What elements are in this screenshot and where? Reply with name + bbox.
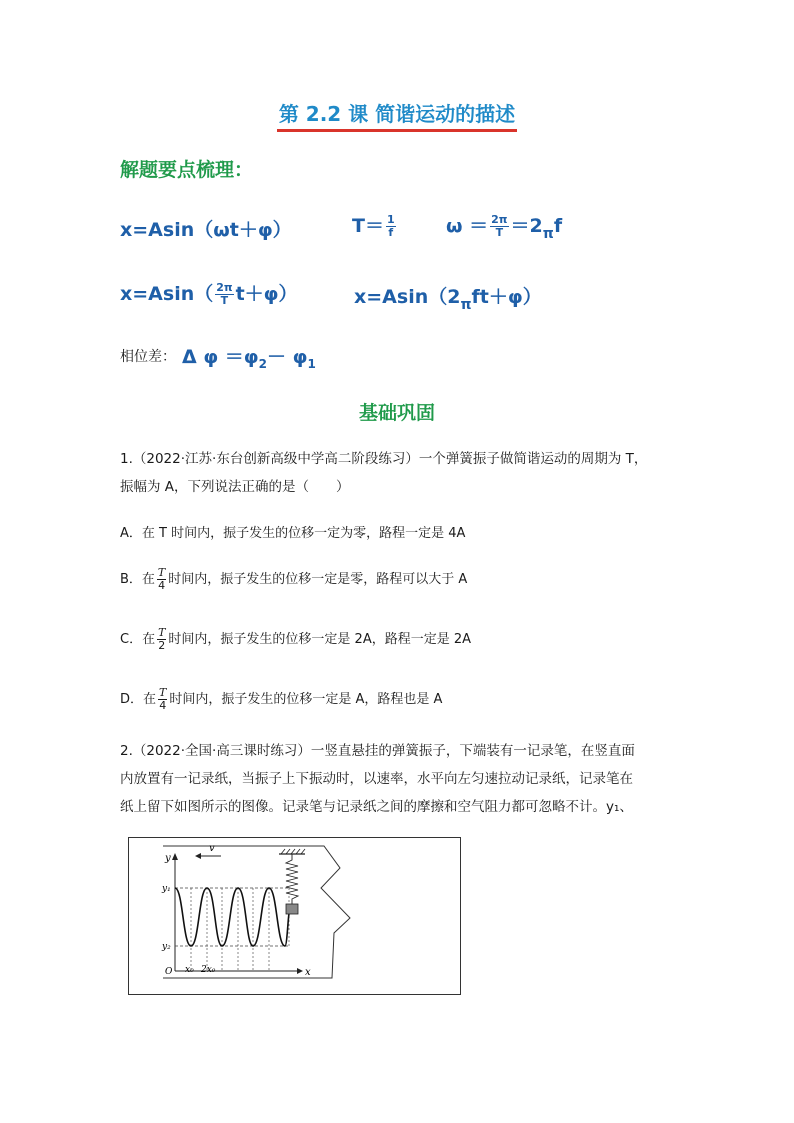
spring [286, 854, 298, 904]
option-d-fraction: $\frac{T}{4}$ [159, 686, 167, 712]
two-pi-over-t-fraction: $\frac{2\pi}{T}$ [216, 281, 233, 307]
x-axis-arrow [297, 968, 303, 974]
formula-displacement-frequency: $x=Asin(2_\pi ft+\varphi)$ [354, 286, 542, 313]
page-title-text: 第 2.2 课 简谐运动的描述 [277, 98, 517, 132]
oscillation-figure [128, 837, 461, 995]
period-fraction: $\frac{1}{f}$ [386, 213, 395, 239]
formula-period: T＝ $\frac{1}{f}$ [352, 213, 395, 239]
mass-block [286, 904, 298, 914]
oscillation-diagram [129, 838, 460, 994]
option-c-fraction: $\frac{T}{2}$ [158, 626, 166, 652]
phase-difference-formula: Δ $\varphi =\varphi_2- \varphi_1$ [182, 346, 316, 371]
formula-displacement-period: x=Asin（ $\frac{2\pi}{T}$ t＋φ） [120, 281, 298, 307]
y-axis-label: y [165, 853, 171, 864]
y-axis-arrow [172, 853, 178, 860]
question-1-line-1: 1.（2022·江苏·东台创新高级中学高二阶段练习）一个弹簧振子做简谐运动的周期为 T， [120, 451, 648, 467]
phase-difference-label: 相位差： [120, 349, 176, 365]
x-axis-label: x [305, 967, 311, 978]
y2-label: y₂ [162, 942, 171, 952]
y1-label: y₁ [162, 884, 171, 894]
question-1-option-d: D．在 $\frac{T}{4}$ 时间内，振子发生的位移一定是 A，路程也是 A [120, 686, 443, 712]
question-2-line-3: 纸上留下如图所示的图像。记录笔与记录纸之间的摩擦和空气阻力都可忽略不计。y₁、 [120, 799, 633, 815]
oscillation-wave [175, 888, 289, 946]
page-title [0, 98, 794, 132]
formula-displacement: x=Asin（ωt＋φ） [120, 219, 292, 241]
question-2-line-2: 内放置有一记录纸，当振子上下振动时，以速率，水平向左匀速拉动记录纸，记录笔在 [120, 771, 633, 787]
question-1-option-b: B．在 $\frac{T}{4}$ 时间内，振子发生的位移一定是零，路程可以大于 A [120, 566, 468, 592]
question-2-line-1: 2.（2022·全国·高三课时练习）一竖直悬挂的弹簧振子，下端装有一记录笔，在竖直面 [120, 743, 635, 759]
x0-label: x₀ [185, 965, 194, 975]
section-heading: 基础巩固 [358, 402, 435, 424]
velocity-arrow-head [195, 853, 201, 859]
question-1-option-c: C．在 $\frac{T}{2}$ 时间内，振子发生的位移一定是 2A，路程一定是 2A [120, 626, 472, 652]
ceiling-hatch [281, 849, 305, 854]
key-points-heading: 解题要点梳理： [120, 159, 254, 181]
2x0-label: 2x₀ [201, 965, 216, 975]
question-1-line-2: 振幅为 A，下列说法正确的是（ ） [120, 479, 350, 495]
formula-angular-frequency: ω ＝ $\frac{2\pi}{T}$ $=2_\pi f$ [446, 213, 563, 242]
origin-label: O [165, 967, 173, 977]
omega-fraction: $\frac{2\pi}{T}$ [491, 213, 508, 239]
question-1-option-a: A．在 T 时间内，振子发生的位移一定为零，路程一定是 4A [120, 526, 466, 541]
option-b-fraction: $\frac{T}{4}$ [157, 566, 166, 592]
velocity-label: v [209, 843, 215, 854]
